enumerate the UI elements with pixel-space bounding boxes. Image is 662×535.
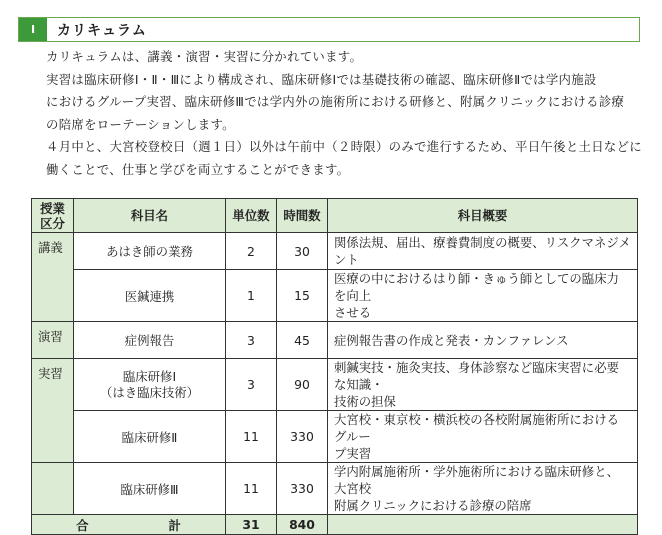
- header-credits: 単位数: [226, 199, 277, 233]
- curriculum-table: [31, 198, 638, 535]
- intro-line: カリキュラムは、講義・演習・実習に分かれています。: [46, 49, 363, 64]
- table-row: [32, 463, 638, 515]
- section-header: [18, 17, 640, 42]
- table-row: [32, 270, 638, 322]
- category-practicum-continued: [32, 463, 74, 515]
- header-category: 授業 区分: [32, 199, 74, 233]
- hours-cell: 330: [277, 411, 328, 463]
- total-row: [32, 515, 638, 535]
- hours-cell: 330: [277, 463, 328, 515]
- category-practicum-continued: [32, 411, 74, 463]
- overview-cell: 症例報告書の作成と発表・カンファレンス: [328, 322, 638, 359]
- hours-cell: 15: [277, 270, 328, 322]
- category-lecture-continued: [32, 270, 74, 322]
- category-practicum: 実習: [32, 359, 74, 411]
- subject-cell: あはき師の業務: [74, 233, 226, 270]
- credits-cell: 1: [226, 270, 277, 322]
- overview-cell: 関係法規、届出、療養費制度の概要、リスクマネジメント: [328, 233, 638, 270]
- table-header-row: [32, 199, 638, 233]
- section-number: Ⅰ: [19, 18, 47, 41]
- section-title: カリキュラム: [57, 22, 147, 39]
- intro-line: ４月中と、大宮校登校日（週１日）以外は午前中（２時限）のみで進行するため、平日午後と土日などに: [46, 139, 642, 155]
- hours-cell: 90: [277, 359, 328, 411]
- subject-cell: 臨床研修Ⅰ （はき臨床技術）: [74, 359, 226, 411]
- subject-cell: 医鍼連携: [74, 270, 226, 322]
- intro-line: におけるグループ実習、臨床研修Ⅲでは学内外の施術所における研修と、附属クリニックにおける診療: [46, 94, 625, 110]
- intro-text: [46, 46, 646, 182]
- credits-cell: 11: [226, 411, 277, 463]
- overview-cell: 学内附属施術所・学外施術所における臨床研修と、大宮校 附属クリニックにおける診療の陪席: [328, 463, 638, 515]
- table-row: [32, 359, 638, 411]
- credits-cell: 2: [226, 233, 277, 270]
- hours-cell: 30: [277, 233, 328, 270]
- category-exercise: 演習: [32, 322, 74, 359]
- subject-cell: 症例報告: [74, 322, 226, 359]
- credits-cell: 11: [226, 463, 277, 515]
- table-row: [32, 233, 638, 270]
- intro-line: の陪席をローテーションします。: [46, 116, 235, 132]
- overview-cell: 刺鍼実技・施灸実技、身体診察など臨床実習に必要な知識・ 技術の担保: [328, 359, 638, 411]
- overview-cell: 大宮校・東京校・横浜校の各校附属施術所におけるグルー プ実習: [328, 411, 638, 463]
- table-row: [32, 322, 638, 359]
- total-credits: 31: [226, 515, 277, 535]
- total-hours: 840: [277, 515, 328, 535]
- intro-line: 働くことで、仕事と学びを両立することができます。: [46, 161, 350, 177]
- table-row: [32, 411, 638, 463]
- credits-cell: 3: [226, 322, 277, 359]
- credits-cell: 3: [226, 359, 277, 411]
- overview-cell: 医療の中におけるはり師・きゅう師としての臨床力を向上 させる: [328, 270, 638, 322]
- intro-line: 実習は臨床研修Ⅰ・Ⅱ・Ⅲにより構成され、臨床研修Ⅰでは基礎技術の確認、臨床研修Ⅱでは学内施設: [46, 71, 597, 87]
- header-subject: 科目名: [74, 199, 226, 233]
- total-overview-empty: [328, 515, 638, 535]
- total-label: 合 計: [32, 515, 226, 535]
- subject-cell: 臨床研修Ⅲ: [74, 463, 226, 515]
- subject-cell: 臨床研修Ⅱ: [74, 411, 226, 463]
- hours-cell: 45: [277, 322, 328, 359]
- category-lecture: 講義: [32, 233, 74, 270]
- header-hours: 時間数: [277, 199, 328, 233]
- header-overview: 科目概要: [328, 199, 638, 233]
